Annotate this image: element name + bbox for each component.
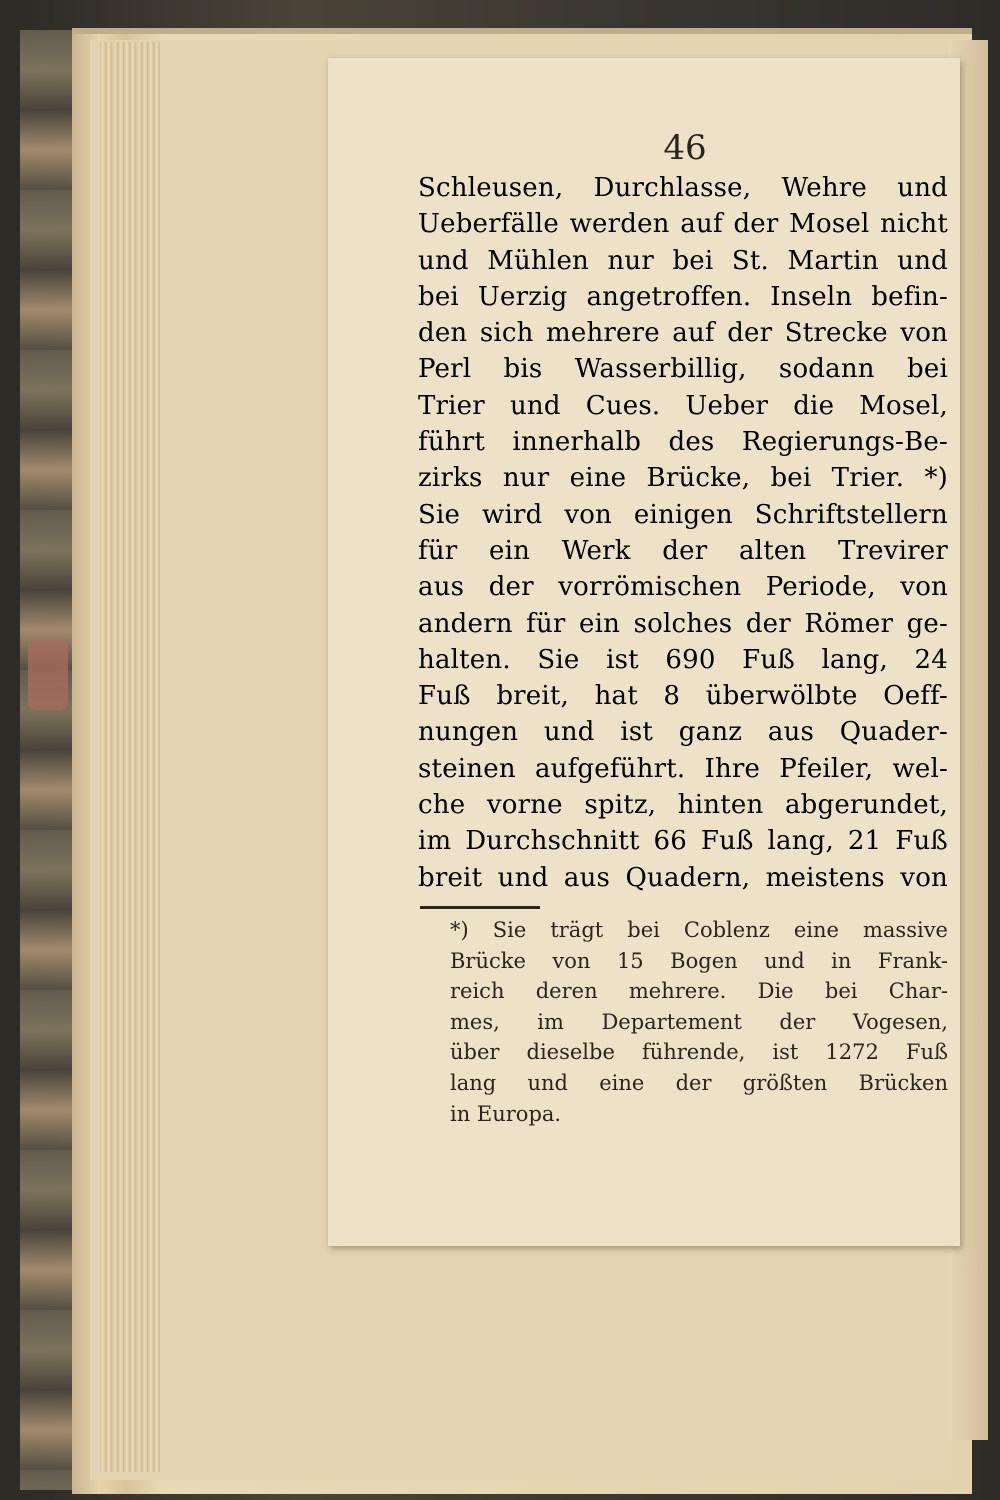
text-line: Fuß breit, hat 8 überwölbte Oeff- (418, 681, 948, 712)
text-line: im Durchschnitt 66 Fuß lang, 21 Fuß (418, 826, 948, 857)
text-line: Schleusen, Durchlasse, Wehre und (418, 173, 948, 203)
footnote (450, 915, 948, 1129)
page-number: 46 (663, 128, 707, 168)
page-edges (100, 42, 160, 1472)
text-line: zirks nur eine Brücke, bei Trier. *) (418, 463, 948, 494)
spine-marbling (28, 640, 68, 710)
text-line: che vorne spitz, hinten abgerundet, (418, 790, 948, 821)
text-line: andern für ein solches der Römer ge- (418, 608, 948, 639)
text-line: halten. Sie ist 690 Fuß lang, 24 (418, 644, 948, 675)
text-line: Sie wird von einigen Schriftstellern (418, 499, 948, 530)
footnote-line: reich deren mehrere. Die bei Char- (450, 979, 948, 1004)
footnote-line: über dieselbe führende, ist 1272 Fuß (450, 1040, 948, 1065)
footnote-line: mes, im Departement der Vogesen, (450, 1009, 948, 1034)
footnote-line: *) Sie trägt bei Coblenz eine massive (450, 918, 948, 942)
text-line: bei Uerzig angetroffen. Inseln befin- (418, 281, 948, 312)
text-line: nungen und ist ganz aus Quader- (418, 717, 948, 748)
text-line: aus der vorrömischen Periode, von (418, 572, 948, 603)
text-line: Perl bis Wasserbillig, sodann bei (418, 354, 948, 385)
footnote-line: in Europa. (450, 1101, 562, 1126)
text-line: den sich mehrere auf der Strecke von (418, 318, 948, 349)
book-spine (20, 30, 80, 1490)
text-line: und Mühlen nur bei St. Martin und (418, 245, 948, 276)
text-line: Ueberfälle werden auf der Mosel nicht (418, 209, 948, 240)
footnote-line: Brücke von 15 Bogen und in Frank- (450, 948, 948, 973)
text-line: steinen aufgeführt. Ihre Pfeiler, wel- (418, 753, 948, 784)
text-line: Trier und Cues. Ueber die Mosel, (418, 390, 948, 421)
body-text (418, 170, 948, 896)
text-line: führt innerhalb des Regierungs-Be- (418, 427, 948, 458)
footnote-rule (420, 906, 540, 909)
text-line: breit und aus Quadern, meistens von (418, 862, 948, 893)
footnote-line: lang und eine der größten Brücken (450, 1070, 948, 1095)
text-line: für ein Werk der alten Trevirer (418, 535, 948, 566)
